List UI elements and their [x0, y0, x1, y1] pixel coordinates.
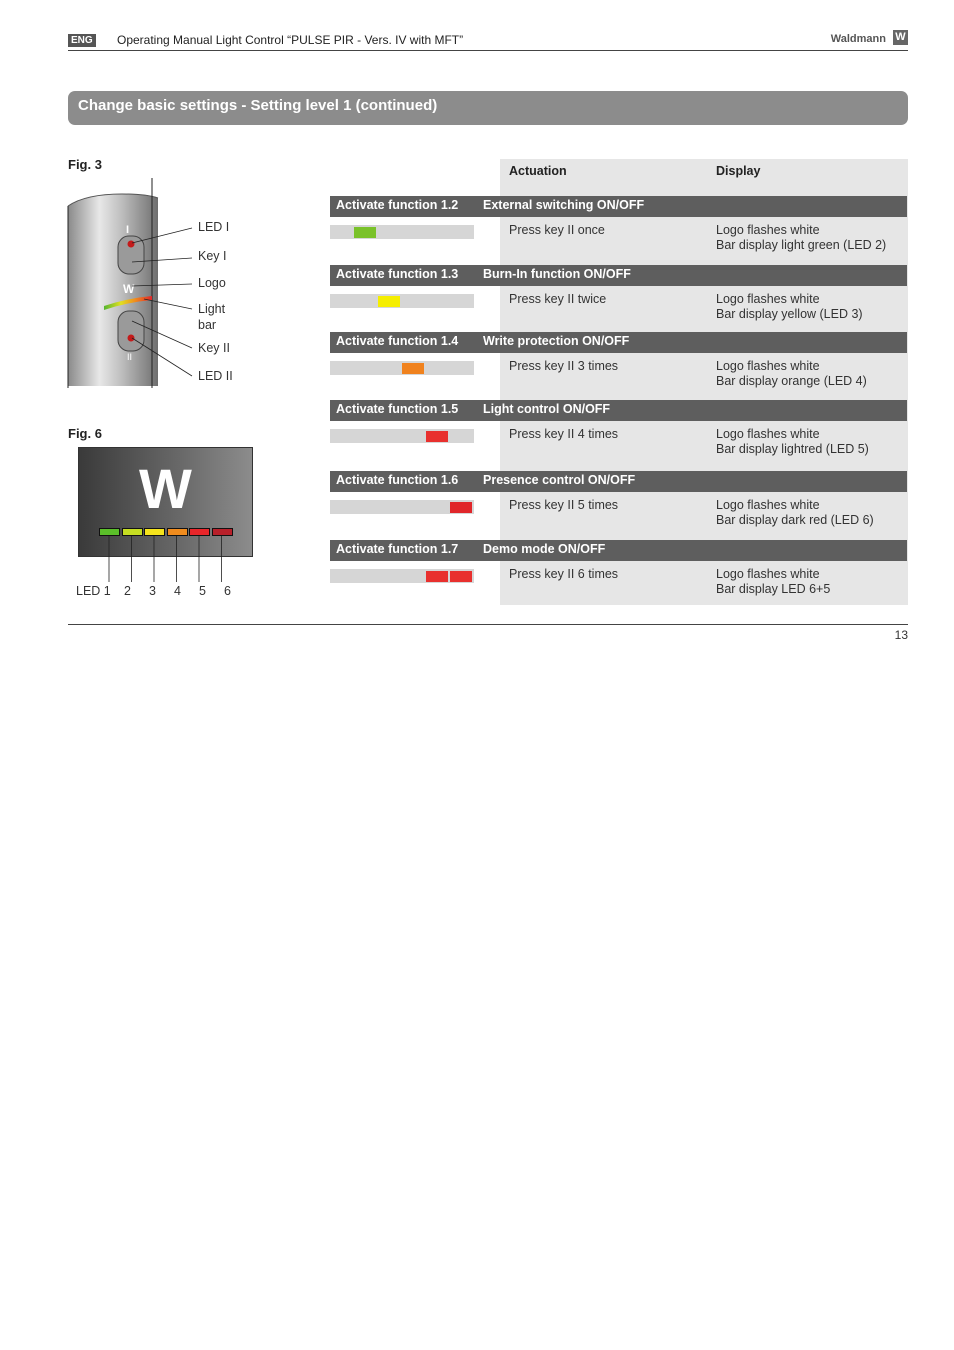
brand-name: Waldmann: [830, 33, 886, 45]
led-cell-1: [99, 528, 120, 536]
function-header-4: [330, 332, 907, 353]
bar-led-4: [402, 363, 424, 374]
actuation-cell: Press key II once: [509, 223, 605, 237]
bar-led-5: [426, 571, 448, 582]
display-cell-line1: Logo flashes white: [716, 427, 820, 441]
callout-logo: Logo: [198, 276, 226, 290]
document-title: Operating Manual Light Control “PULSE PIR - Vers. IV with MFT”: [117, 33, 464, 47]
key-i-mark: I: [126, 224, 130, 236]
callout-key-i: Key I: [198, 249, 227, 263]
display-cell-line2: Bar display lightred (LED 5): [716, 442, 869, 456]
function-name: External switching ON/OFF: [483, 198, 645, 212]
function-name: Light control ON/OFF: [483, 402, 611, 416]
function-number: Activate function 1.5: [336, 402, 459, 416]
key-ii-mark: II: [127, 352, 133, 362]
led-cell-4: [167, 528, 188, 536]
function-name: Write protection ON/OFF: [483, 334, 630, 348]
actuation-cell: Press key II 6 times: [509, 567, 619, 581]
function-name: Presence control ON/OFF: [483, 473, 636, 487]
display-cell-line1: Logo flashes white: [716, 498, 820, 512]
bar-led-2: [354, 227, 376, 238]
led-label-2: 2: [124, 584, 131, 598]
function-number: Activate function 1.4: [336, 334, 459, 348]
col-header-display: Display: [716, 164, 761, 178]
display-cell-line2: Bar display dark red (LED 6): [716, 513, 874, 527]
display-cell-line1: Logo flashes white: [716, 567, 820, 581]
actuation-cell: Press key II 5 times: [509, 498, 619, 512]
bar-led-5: [426, 431, 448, 442]
function-number: Activate function 1.2: [336, 198, 459, 212]
led-callout-lines: [78, 536, 252, 584]
led-label-1: LED 1: [76, 584, 111, 598]
callout-key-ii: Key II: [198, 341, 230, 355]
logo-w: W: [139, 457, 192, 520]
brand-logo-icon: W: [893, 30, 908, 45]
language-badge: ENG: [68, 34, 96, 47]
device-illustration: [66, 176, 196, 390]
display-cell-line1: Logo flashes white: [716, 359, 820, 373]
function-header-2: [330, 196, 907, 217]
led-cell-6: [212, 528, 233, 536]
function-header-6: [330, 471, 907, 492]
function-number: Activate function 1.3: [336, 267, 459, 281]
function-header-7: [330, 540, 907, 561]
led-label-4: 4: [174, 584, 181, 598]
fig3-label: Fig. 3: [68, 157, 102, 172]
led-label-5: 5: [199, 584, 206, 598]
led-cell-5: [189, 528, 210, 536]
led-label-6: 6: [224, 584, 231, 598]
bar-display: [330, 294, 474, 308]
bar-led-6: [450, 502, 472, 513]
led-i: [128, 241, 135, 248]
page-header: [68, 30, 908, 51]
bar-display: [330, 500, 474, 514]
function-number: Activate function 1.6: [336, 473, 459, 487]
led-label-3: 3: [149, 584, 156, 598]
function-name: Burn-In function ON/OFF: [483, 267, 631, 281]
actuation-cell: Press key II 3 times: [509, 359, 619, 373]
bar-display: [330, 361, 474, 375]
callout-led-ii: LED II: [198, 369, 233, 383]
bar-led-6: [450, 571, 472, 582]
callout-light: Light: [198, 302, 226, 316]
callout-led-i: LED I: [198, 220, 230, 234]
display-cell-line2: Bar display yellow (LED 3): [716, 307, 863, 321]
display-cell-line1: Logo flashes white: [716, 292, 820, 306]
function-header-3: [330, 265, 907, 286]
function-header-5: [330, 400, 907, 421]
bar-display: [330, 569, 474, 583]
callout-bar: bar: [198, 318, 217, 332]
display-cell-line1: Logo flashes white: [716, 223, 820, 237]
actuation-cell: Press key II twice: [509, 292, 607, 306]
display-cell-line2: Bar display light green (LED 2): [716, 238, 887, 252]
function-number: Activate function 1.7: [336, 542, 459, 556]
logo-mark: W: [123, 282, 135, 296]
col-header-actuation: Actuation: [509, 164, 567, 178]
display-cell-line2: Bar display LED 6+5: [716, 582, 831, 596]
key-ii[interactable]: [118, 311, 144, 351]
fig6-label: Fig. 6: [68, 426, 102, 441]
led-cell-2: [122, 528, 143, 536]
led-cell-3: [144, 528, 165, 536]
section-title: Change basic settings - Setting level 1 (continued): [68, 91, 908, 125]
bar-display: [330, 429, 474, 443]
led-ii: [128, 335, 135, 342]
footer-rule: [68, 624, 908, 625]
bar-led-3: [378, 296, 400, 307]
display-cell-line2: Bar display orange (LED 4): [716, 374, 867, 388]
function-name: Demo mode ON/OFF: [483, 542, 606, 556]
device-body: [68, 194, 158, 387]
bar-display: [330, 225, 474, 239]
page-number: 13: [894, 628, 908, 642]
actuation-cell: Press key II 4 times: [509, 427, 619, 441]
